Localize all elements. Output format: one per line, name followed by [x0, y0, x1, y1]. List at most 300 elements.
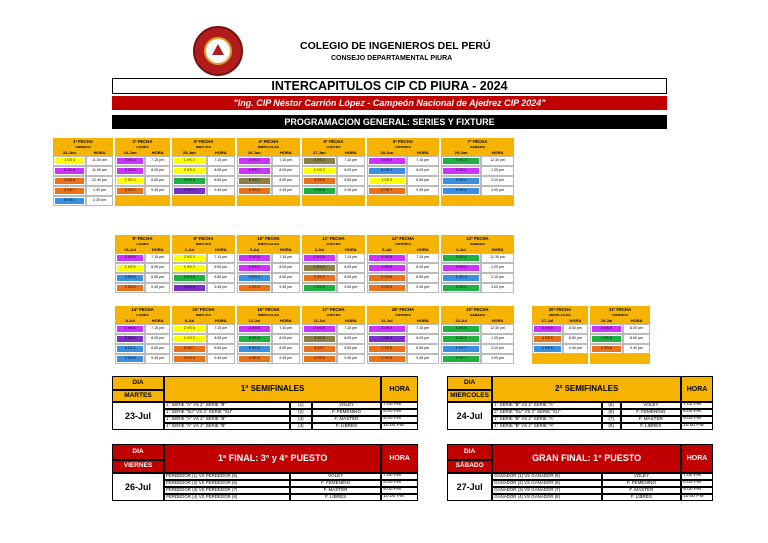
- match-time: 8.00 pm: [623, 324, 650, 334]
- match-cell: [367, 344, 407, 354]
- match-swatch: 1 VS 2: [174, 336, 205, 342]
- match-cell: [367, 156, 407, 166]
- match-cell: [532, 344, 563, 354]
- match-cell: [172, 156, 207, 166]
- dia-label: DIA: [447, 376, 492, 390]
- match-cell: [441, 283, 481, 293]
- match-sport: F. MASTER: [621, 416, 681, 423]
- fecha-date: 01-Jul: [115, 247, 145, 253]
- match-swatch: 3 VS 6: [304, 336, 335, 342]
- match-cell: [367, 334, 407, 344]
- empty-cell: [272, 196, 300, 206]
- match-swatch: 2 VS 6: [369, 356, 405, 362]
- match-cell: [172, 334, 207, 344]
- match-time: 8.05 pm: [272, 334, 300, 344]
- match-time: 8.05 pm: [337, 263, 365, 273]
- fecha-date: 29-Jun: [441, 150, 481, 156]
- match-swatch: 2 VS 6: [239, 326, 270, 332]
- fecha-date: 26-Jun: [237, 150, 272, 156]
- match-cell: [302, 334, 337, 344]
- match-time: 7.15 pm: [207, 253, 235, 263]
- match-swatch: 1 VS 3: [443, 275, 479, 281]
- match-swatch: 5 VS 3: [443, 336, 479, 342]
- match-swatch: 1 VS 4: [239, 265, 270, 271]
- fecha-label: 11ª FECHA: [302, 235, 365, 243]
- fecha-block: [302, 138, 365, 206]
- match-sport: F. LIBRES: [602, 494, 681, 501]
- match-cell: [302, 176, 337, 186]
- match-time: 8.55 pm: [272, 273, 300, 283]
- weekday-label: VIERNES: [112, 460, 164, 473]
- fecha-label: 13ª FECHA: [441, 235, 514, 243]
- match-swatch: 1 VS 5: [117, 265, 143, 271]
- match-cell: [367, 186, 407, 196]
- grand-final-table: [447, 444, 713, 501]
- hora-header: HORA: [681, 376, 713, 402]
- match-time: 9.45 pm: [207, 283, 235, 293]
- hora-header: HORA: [563, 318, 588, 324]
- match-sport: VÓLEY: [312, 402, 382, 409]
- match-pair: PERDEDOR (3) VS PERDEDOR (7): [164, 487, 290, 494]
- match-time: 3.00 pm: [481, 186, 514, 196]
- final-3rd-place-table: [112, 444, 418, 501]
- match-time: 8.55 pm: [145, 176, 170, 186]
- match-time: 8.00 PM: [381, 480, 418, 487]
- match-cell: [172, 166, 207, 176]
- match-swatch: 2 VS 4: [174, 168, 205, 174]
- match-swatch: 1 VS 2: [174, 158, 205, 164]
- match-time: 8.55 pm: [407, 273, 439, 283]
- fecha-block: [115, 306, 170, 364]
- fecha-block: [367, 306, 439, 364]
- match-pair: 1° SERIE "A" VS 2° SERIE "B": [164, 416, 290, 423]
- match-time: 8.55 pm: [337, 273, 365, 283]
- match-swatch: 1 VS 6: [534, 346, 561, 352]
- match-time: 9.45 pm: [207, 186, 235, 196]
- match-sport: VÓLEY: [602, 473, 681, 480]
- match-cell: [115, 334, 145, 344]
- match-time: 10.00 PM: [681, 423, 713, 430]
- match-time: 9.45 pm: [337, 354, 365, 364]
- empty-cell: [590, 354, 623, 364]
- fecha-day: VIERNES: [367, 314, 439, 318]
- hora-header: HORA: [207, 318, 235, 324]
- match-time: 7.15 pm: [337, 156, 365, 166]
- match-cell: [53, 186, 86, 196]
- match-cell: [302, 156, 337, 166]
- match-cell: [302, 354, 337, 364]
- match-sport: F. FEMENINO: [312, 409, 382, 416]
- match-swatch: 4 VS 5: [369, 158, 405, 164]
- match-pair: 1° SERIE "B" VS 2° SERIE "A": [492, 402, 602, 409]
- fecha-label: 1ª FECHA: [53, 138, 113, 146]
- match-pair: 1° SERIE "B" VS 2° SERIE "A": [492, 423, 602, 430]
- empty-cell: [563, 354, 588, 364]
- match-swatch: 2 VS 6: [174, 326, 205, 332]
- match-cell: [172, 273, 207, 283]
- match-cell: [532, 324, 563, 334]
- match-cell: [237, 344, 272, 354]
- match-swatch: 3 VS 4: [174, 178, 205, 184]
- match-sport: F. FEMENINO: [602, 480, 681, 487]
- match-swatch: 1 VS 2: [304, 168, 335, 174]
- match-cell: [441, 273, 481, 283]
- match-time: 12.30 pm: [481, 253, 514, 263]
- fecha-day: MIERCOLES: [237, 314, 300, 318]
- match-cell: [172, 324, 207, 334]
- match-time: 7.15 pm: [145, 156, 170, 166]
- fecha-block: [115, 138, 170, 206]
- match-time: 11.50 am: [86, 166, 113, 176]
- match-cell: [115, 176, 145, 186]
- match-cell: [53, 196, 86, 206]
- empty-cell: [623, 354, 650, 364]
- match-cell: [115, 263, 145, 273]
- match-cell: [302, 273, 337, 283]
- match-cell: [53, 156, 86, 166]
- match-swatch: 3 VS 2: [117, 188, 143, 194]
- fecha-label: 18ª FECHA: [367, 306, 439, 314]
- match-swatch: 3 VS 5: [443, 265, 479, 271]
- match-cell: [441, 354, 481, 364]
- match-cell: [302, 344, 337, 354]
- fecha-day: MIERCOLES: [532, 314, 588, 318]
- hora-header: HORA: [407, 150, 439, 156]
- match-cell: [367, 263, 407, 273]
- match-time: 8.05 pm: [145, 263, 170, 273]
- match-pair: 1° SERIE "SU" VS 4° SERIE "SU": [164, 409, 290, 416]
- match-time: 9.45 pm: [337, 186, 365, 196]
- match-swatch: 3 VS 6: [304, 178, 335, 184]
- empty-cell: [145, 196, 170, 206]
- match-time: 8.05 pm: [407, 334, 439, 344]
- fecha-label: 19ª FECHA: [441, 306, 514, 314]
- match-pair: GANADOR (1) VS GANADOR (5): [492, 473, 602, 480]
- match-number: (7): [602, 416, 621, 423]
- match-swatch: 5 VS 3: [239, 346, 270, 352]
- section-title: PROGRAMACION GENERAL: SERIES Y FIXTURE: [112, 115, 667, 129]
- match-time: 9.40 pm: [563, 344, 588, 354]
- cip-seal-icon: [193, 26, 243, 76]
- match-swatch: 2 VS 6: [592, 346, 621, 352]
- match-time: 7.15 pm: [272, 324, 300, 334]
- match-cell: [367, 354, 407, 364]
- match-cell: [237, 283, 272, 293]
- fecha-day: JUEVES: [302, 243, 365, 247]
- match-time: 7.00 PM: [681, 473, 713, 480]
- match-cell: [441, 334, 481, 344]
- match-time: 9.45 pm: [337, 283, 365, 293]
- match-cell: [302, 166, 337, 176]
- fecha-date: 4-Jul: [302, 247, 337, 253]
- match-swatch: 1 VS 3: [239, 285, 270, 291]
- match-pair: GANADOR (2) VS GANADOR (6): [492, 480, 602, 487]
- fecha-day: LUNES: [115, 243, 170, 247]
- match-time: 9.45 pm: [407, 283, 439, 293]
- match-time: 7.00 PM: [681, 402, 713, 409]
- match-cell: [237, 324, 272, 334]
- hora-header: HORA: [272, 150, 300, 156]
- fecha-label: 2ª FECHA: [115, 138, 170, 146]
- fecha-block: [532, 306, 588, 364]
- match-swatch: 3 VS 5: [369, 285, 405, 291]
- match-swatch: 1 VS 5: [443, 326, 479, 332]
- fecha-day: SABADO: [53, 146, 113, 150]
- match-time: 8.55 pm: [145, 273, 170, 283]
- match-time: 9.00 PM: [681, 487, 713, 494]
- match-time: 8.55 pm: [407, 344, 439, 354]
- fecha-block: [237, 138, 300, 206]
- hora-header: HORA: [681, 444, 713, 473]
- match-cell: [532, 334, 563, 344]
- match-time: 8.50 pm: [563, 334, 588, 344]
- fecha-block: [172, 138, 235, 206]
- hora-header: HORA: [145, 150, 170, 156]
- match-swatch: 1 VS 5: [239, 356, 270, 362]
- match-swatch: 4 VS 2: [443, 285, 479, 291]
- match-time: 12.30 pm: [481, 324, 514, 334]
- match-number: (3): [290, 416, 312, 423]
- fecha-day: MARTES: [172, 146, 235, 150]
- match-swatch: 2 VS 3: [443, 158, 479, 164]
- match-time: 9.45 pm: [145, 186, 170, 196]
- match-cell: [172, 354, 207, 364]
- match-date: 27-Jul: [447, 473, 492, 501]
- hora-header: HORA: [145, 318, 170, 324]
- match-cell: [441, 156, 481, 166]
- fecha-day: MIERCOLES: [237, 146, 300, 150]
- match-time: 9.45 pm: [272, 186, 300, 196]
- match-time: 9.45 pm: [145, 283, 170, 293]
- match-swatch: 3 VS 4: [117, 158, 143, 164]
- match-swatch: 2 VS 4: [174, 188, 205, 194]
- fecha-date: 27-Jun: [302, 150, 337, 156]
- fecha-day: VIERNES: [590, 314, 650, 318]
- match-time: 8.55 pm: [337, 176, 365, 186]
- match-cell: [237, 334, 272, 344]
- fecha-date: 10-Jul: [237, 318, 272, 324]
- fecha-day: VIERNES: [367, 146, 439, 150]
- match-swatch: 6 VS 1: [369, 168, 405, 174]
- match-cell: [441, 186, 481, 196]
- match-time: 8.05 pm: [207, 166, 235, 176]
- match-cell: [115, 156, 145, 166]
- match-swatch: 4 VS 3: [304, 158, 335, 164]
- fecha-label: 9ª FECHA: [172, 235, 235, 243]
- match-time: 2.10 pm: [481, 344, 514, 354]
- fecha-date: 25-Jun: [172, 150, 207, 156]
- fecha-date: 9-Jul: [172, 318, 207, 324]
- match-time: 8.05 pm: [407, 263, 439, 273]
- dia-label: DIA: [112, 444, 164, 460]
- fecha-block: [302, 306, 365, 364]
- hora-header: HORA: [337, 247, 365, 253]
- hora-header: HORA: [381, 376, 418, 402]
- hora-header: HORA: [207, 150, 235, 156]
- match-cell: [302, 186, 337, 196]
- fecha-date: 17-Jul: [532, 318, 563, 324]
- match-swatch: 3 VS 6: [117, 255, 143, 261]
- match-swatch: 3 VS 4: [239, 275, 270, 281]
- dia-label: DIA: [112, 376, 164, 390]
- match-cell: [115, 344, 145, 354]
- match-time: 7.15 pm: [145, 253, 170, 263]
- match-swatch: 1 VS 3: [55, 158, 84, 164]
- match-time: 8.55 pm: [145, 344, 170, 354]
- match-number: (8): [602, 423, 621, 430]
- match-cell: [115, 354, 145, 364]
- fecha-date: 5-Jul: [367, 247, 407, 253]
- match-cell: [172, 176, 207, 186]
- match-cell: [441, 253, 481, 263]
- match-cell: [441, 176, 481, 186]
- seal-center: [204, 37, 232, 65]
- hora-header: HORA: [207, 247, 235, 253]
- match-time: 8.05 pm: [145, 166, 170, 176]
- hora-header: HORA: [86, 150, 113, 156]
- match-time: 8.55 pm: [272, 344, 300, 354]
- match-time: 3.00 pm: [481, 283, 514, 293]
- match-swatch: 6 VS 4: [117, 346, 143, 352]
- match-sport: F. LIBRES: [312, 423, 382, 430]
- match-swatch: 2 VS 4: [117, 336, 143, 342]
- match-time: 2.10 pm: [481, 273, 514, 283]
- match-swatch: 5 VS 6: [55, 168, 84, 174]
- fecha-label: 3ª FECHA: [172, 138, 235, 146]
- page-title: INTERCAPITULOS CIP CD PIURA - 2024: [112, 78, 667, 94]
- fecha-date: 8-Jul: [115, 318, 145, 324]
- match-number: (4): [290, 423, 312, 430]
- match-time: 8.05 pm: [207, 263, 235, 273]
- fecha-label: 17ª FECHA: [302, 306, 365, 314]
- fecha-date: 28-Jun: [367, 150, 407, 156]
- empty-cell: [407, 196, 439, 206]
- fecha-date: 3-Jul: [237, 247, 272, 253]
- match-swatch: 3 VS 5: [117, 356, 143, 362]
- match-pair: PERDEDOR (4) VS PERDEDOR (8): [164, 494, 290, 501]
- match-cell: [237, 354, 272, 364]
- fecha-block: [441, 138, 514, 206]
- fecha-block: [367, 138, 439, 206]
- match-time: 10.00 PM: [381, 494, 418, 501]
- match-time: 8.55 pm: [272, 176, 300, 186]
- fecha-day: SABADO: [441, 243, 514, 247]
- match-time: 9.00 PM: [681, 416, 713, 423]
- match-swatch: 3 VS 2: [239, 158, 270, 164]
- match-swatch: 1 VS 2: [174, 265, 205, 271]
- match-cell: [590, 324, 623, 334]
- fecha-date: 6-Jul: [441, 247, 481, 253]
- org-subtitle: CONSEJO DEPARTAMENTAL PIURA: [331, 55, 453, 62]
- fecha-label: 4ª FECHA: [237, 138, 300, 146]
- hora-header: HORA: [337, 318, 365, 324]
- match-swatch: 2 VS 5: [174, 275, 205, 281]
- match-time: 3.00 pm: [481, 354, 514, 364]
- hora-header: HORA: [272, 318, 300, 324]
- fecha-block: [115, 235, 170, 293]
- fecha-day: LUNES: [115, 314, 170, 318]
- match-time: 12.30 pm: [481, 156, 514, 166]
- fecha-day: JUEVES: [302, 146, 365, 150]
- match-swatch: 2 VS 6: [55, 178, 84, 184]
- match-swatch: 2 VS 7: [369, 188, 405, 194]
- fecha-day: LUNES: [115, 146, 170, 150]
- match-cell: [302, 324, 337, 334]
- weekday-label: MARTES: [112, 390, 164, 402]
- match-cell: [115, 324, 145, 334]
- match-time: 1.20 pm: [481, 166, 514, 176]
- fecha-label: 12ª FECHA: [367, 235, 439, 243]
- fecha-day: VIERNES: [367, 243, 439, 247]
- match-number: (1): [290, 402, 312, 409]
- fecha-label: 16ª FECHA: [237, 306, 300, 314]
- hora-header: HORA: [407, 318, 439, 324]
- round-title: 1ª SEMIFINALES: [164, 376, 381, 402]
- match-time: 8.50 pm: [623, 334, 650, 344]
- match-time: 11.00 am: [86, 156, 113, 166]
- match-cell: [115, 273, 145, 283]
- empty-cell: [237, 196, 272, 206]
- match-swatch: 5 VS 1: [55, 198, 84, 204]
- match-time: 2.10 pm: [481, 176, 514, 186]
- match-swatch: 4 VS 5: [304, 188, 335, 194]
- match-sport: F. LIBRES: [621, 423, 681, 430]
- match-swatch: 5 VS 7: [239, 178, 270, 184]
- match-cell: [237, 176, 272, 186]
- match-pair: 1° SERIE "A" VS 2° SERIE "B": [164, 423, 290, 430]
- match-time: 7.15 pm: [407, 253, 439, 263]
- match-time: 7.15 pm: [145, 324, 170, 334]
- match-swatch: 1 VS 6: [592, 326, 621, 332]
- match-swatch: 2 VS 7: [443, 356, 479, 362]
- weekday-label: MIERCOLES: [447, 390, 492, 402]
- match-swatch: 3 VS 4: [443, 188, 479, 194]
- match-pair: 1° SERIE "B" VS 2° SERIE "A": [492, 416, 602, 423]
- match-swatch: 2 VS 5: [304, 255, 335, 261]
- match-cell: [172, 253, 207, 263]
- match-time: 12.40 pm: [86, 176, 113, 186]
- match-swatch: 1 VS 4: [304, 265, 335, 271]
- match-cell: [237, 253, 272, 263]
- match-swatch: 4 VS 7: [55, 188, 84, 194]
- match-swatch: 3 VS 5: [117, 275, 143, 281]
- fecha-day: SABADO: [441, 314, 514, 318]
- match-time: 8.55 pm: [207, 273, 235, 283]
- hora-header: HORA: [381, 444, 418, 473]
- fecha-block: [172, 306, 235, 364]
- fecha-day: SABADO: [441, 146, 514, 150]
- match-cell: [237, 186, 272, 196]
- hora-header: HORA: [145, 247, 170, 253]
- match-swatch: 2 VS 5: [117, 168, 143, 174]
- match-sport: F. FEMENINO: [621, 409, 681, 416]
- match-cell: [367, 324, 407, 334]
- match-time: 8.05 pm: [145, 334, 170, 344]
- fecha-block: [367, 235, 439, 293]
- hora-header: HORA: [272, 247, 300, 253]
- semifinal-1-table: [112, 376, 418, 430]
- match-cell: [367, 176, 407, 186]
- match-swatch: 5 VS 7: [174, 346, 205, 352]
- fecha-day: JUEVES: [302, 314, 365, 318]
- match-time: 7.00 PM: [381, 402, 418, 409]
- match-swatch: 3 VS 5: [239, 336, 270, 342]
- match-cell: [302, 283, 337, 293]
- match-time: 9.00 PM: [381, 487, 418, 494]
- match-time: 8.05 pm: [407, 166, 439, 176]
- match-time: 1.20 pm: [481, 263, 514, 273]
- org-name: COLEGIO DE INGENIEROS DEL PERÚ: [300, 40, 491, 52]
